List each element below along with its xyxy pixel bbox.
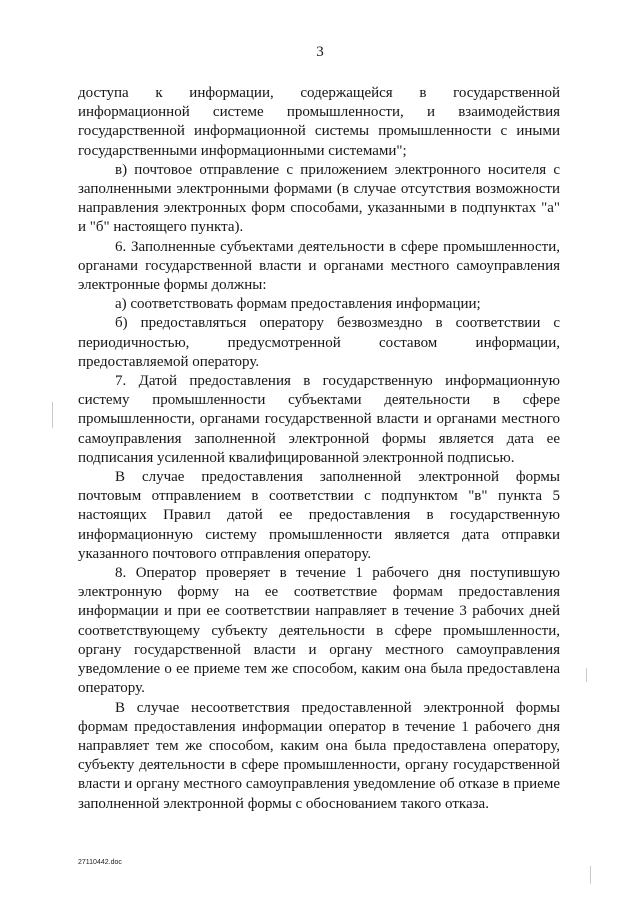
paragraph-subitem-v: в) почтовое отправление с приложением электронного носителя с заполненными электронными формами (в случае отсутствия возможности направления электронных форм способами, указанными в подпунктах "а" и "б" настоящего пункта).: [78, 161, 560, 236]
paragraph-item-8: 8. Оператор проверяет в течение 1 рабочего дня поступившую электронную форму на ее соответствие формам предоставления информации и при ее соответствии направляет в течение 3 рабочих дней соответствующему субъекту деятельности в сфере промышленности, органу государственной власти и органу местного самоуправления уведомление о ее приеме тем же способом, каким она была предоставлена оператору.: [78, 565, 560, 697]
footer-doc-code: 27110442.doc: [78, 859, 122, 866]
paragraph-item-7-postal: В случае предоставления заполненной электронной формы почтовым отправлением в соответствии с подпунктом "в" пункта 5 настоящих Правил датой ее предоставления в государственную информационную систему промышленности является дата отправки указанного почтового отправления оператору.: [78, 469, 560, 562]
scan-margin-mark: [52, 402, 53, 428]
scan-margin-mark: [586, 668, 587, 682]
paragraph-item-7: 7. Датой предоставления в государственную информационную систему промышленности субъектами деятельности в сфере промышленности, органами государственной власти и органами местного самоуправления заполненной электронной формы является дата ее подписания усиленной квалифицированной электронной подписью.: [78, 373, 560, 466]
paragraph-item-6: 6. Заполненные субъектами деятельности в сфере промышленности, органами государственной власти и органами местного самоуправления электронные формы должны:: [78, 238, 560, 294]
document-body: [78, 84, 560, 814]
paragraph-item-8-refusal: В случае несоответствия предоставленной электронной формы формам предоставления информации оператор в течение 1 рабочего дня направляет тем же способом, каким она была предоставлена оператору, субъекту деятельности в сфере промышленности, органу государственной власти и органу местного самоуправления уведомление об отказе в приеме заполненной электронной формы с обоснованием такого отказа.: [78, 699, 560, 812]
paragraph-subitem-b: б) предоставляться оператору безвозмездно в соответствии с периодичностью, предусмотренной составом информации, предоставляемой оператору.: [78, 315, 560, 370]
scan-margin-mark: [590, 866, 591, 884]
paragraph-subitem-a: а) соответствовать формам предоставления информации;: [115, 296, 481, 313]
page-number: 3: [316, 44, 324, 60]
paragraph-continuation: доступа к информации, содержащейся в государственной информационной системе промышленности, и взаимодействия государственной информационной системы промышленности с иными государственными информационными системами";: [78, 85, 560, 159]
